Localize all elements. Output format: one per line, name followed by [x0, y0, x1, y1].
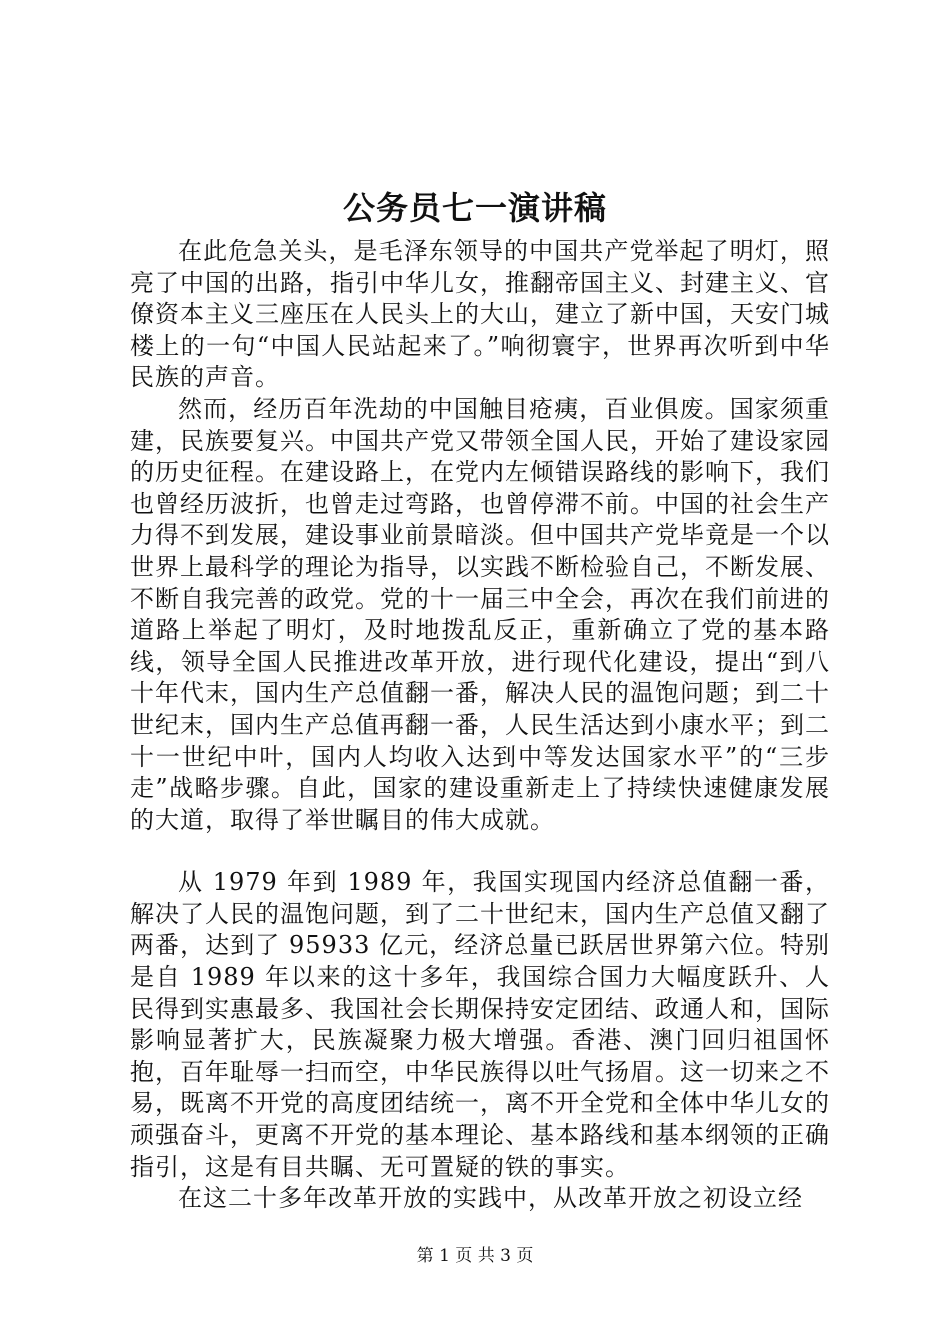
paragraph-1: 在此危急关头，是毛泽东领导的中国共产党举起了明灯，照亮了中国的出路，指引中华儿女，推翻帝国主义、封建主义、官僚资本主义三座压在人民头上的大山，建立了新中国，天安门城楼上的一句“中国人民站起来了。”响彻寰宇，世界再次听到中华民族的声音。	[130, 237, 830, 392]
paragraph-4: 在这二十多年改革开放的实践中，从改革开放之初设立经	[178, 1184, 803, 1213]
paragraph-3: 从 1979 年到 1989 年，我国实现国内经济总值翻一番，解决了人民的温饱问题，到了二十世纪末，国内生产总值又翻了两番，达到了 95933 亿元，经济总量已跃居世界第六位。特别是自 1989 年以来的这十多年，我国综合国力大幅度跃升、人民得到实惠最多、我国社会长期保持安定团结、政通人和，国际影响显著扩大，民族凝聚力极大增强。香港、澳门回归祖国怀抱，百年耻辱一扫而空，中华民族得以吐气扬眉。这一切来之不易，既离不开党的高度团结统一，离不开全党和全体中华儿女的顽强奋斗，更离不开党的基本理论、基本路线和基本纲领的正确指引，这是有目共瞩、无可置疑的铁的事实。	[130, 868, 830, 1181]
paragraph-2: 然而，经历百年洗劫的中国触目疮痍，百业俱废。国家须重建，民族要复兴。中国共产党又带领全国人民，开始了建设家园的历史征程。在建设路上，在党内左倾错误路线的影响下，我们也曾经历波折，也曾走过弯路，也曾停滞不前。中国的社会生产力得不到发展，建设事业前景暗淡。但中国共产党毕竟是一个以世界上最科学的理论为指导，以实践不断检验自己，不断发展、不断自我完善的政党。党的十一届三中全会，再次在我们前进的道路上举起了明灯，及时地拨乱反正，重新确立了党的基本路线，领导全国人民推进改革开放，进行现代化建设，提出“到八十年代末，国内生产总值翻一番，解决人民的温饱问题；到二十世纪末，国内生产总值再翻一番，人民生活达到小康水平；到二十一世纪中叶，国内人均收入达到中等发达国家水平”的“三步走”战略步骤。自此，国家的建设重新走上了持续快速健康发展的大道，取得了举世瞩目的伟大成就。	[130, 394, 830, 834]
document-title: 公务员七一演讲稿	[342, 189, 607, 227]
page-footer: 第 1 页 共 3 页	[416, 1246, 534, 1266]
document-body	[130, 236, 830, 1215]
